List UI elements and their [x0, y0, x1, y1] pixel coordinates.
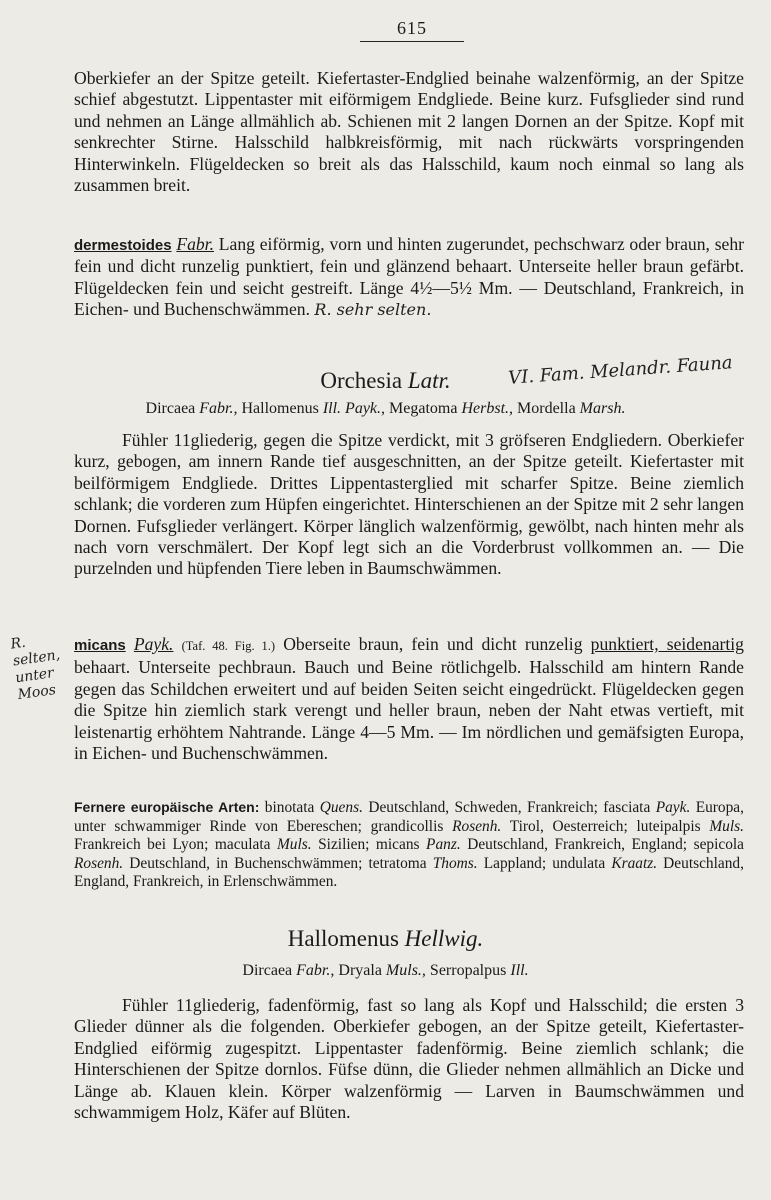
- page-number: 615: [360, 18, 464, 42]
- further-species-list: [74, 798, 744, 892]
- further-species-lead: Fernere europäische Arten:: [74, 799, 260, 815]
- synonym-name: Mordella: [517, 400, 576, 417]
- species-micans: [74, 634, 744, 764]
- synonym-author: Fabr.,: [296, 962, 335, 979]
- species-name: micans: [74, 637, 126, 654]
- synonym-author: Payk.,: [345, 400, 386, 417]
- list-text: Deutschland, Schweden, Frankreich; fasciata: [368, 799, 651, 816]
- synonym-name: Serropalpus: [429, 962, 507, 979]
- list-text: Deutschland, England, Frankreich, in Erlenschwämmen.: [74, 854, 744, 891]
- handwritten-note: R. sehr selten.: [314, 300, 432, 320]
- list-text: Frankreich bei Lyon; maculata: [74, 836, 271, 854]
- synonym-author: Ill.: [510, 962, 529, 979]
- list-author: Muls.: [709, 817, 744, 835]
- hallomenus-description: Fühler 11gliederig, fadenförmig, fast so lang als Kopf und Halsschild; die ersten 3 Glieder dünner als die folgenden. Oberkiefer gebogen, an der Spitze geteilt, Kiefertaster-Endglied eiförmig zugespitzt. Lippentaster fadenförmig. Beine ziemlich schlank; die Hinterschienen der Spitze dornlos. Füfse dünn, die Glieder nehmen allmählich an Dicke und Länge ab. Klauen klein. Körper walzenförmig — Larven in Baumschwämmen und schwammigem Holz, Käfer auf Blüten.: [74, 995, 744, 1123]
- list-text: Lappland; undulata: [483, 854, 606, 872]
- genus-name: Hallomenus: [287, 926, 399, 951]
- paragraph-genus-continuation: Oberkiefer an der Spitze geteilt. Kiefertaster-Endglied beinahe walzenförmig, an der Spitze schief abgestutzt. Lippentaster mit eiförmigem Endgliede. Beine kurz. Fufsglieder sind rund und nehmen an Länge allmählich ab. Schienen mit 2 langen Dornen an der Spitze. Kopf mit senkrechter Stirne. Halsschild halbkreisförmig, mit nach rückwärts vorspringenden Hinterwinkeln. Flügeldecken so breit als das Halsschild, kaum noch einmal so lang als zusammen breit.: [74, 68, 744, 196]
- handwritten-family-note: VI. Fam. Melandr. Fauna: [507, 352, 734, 389]
- list-author: Rosenh.: [452, 817, 502, 835]
- list-text: Tirol, Oesterreich; luteipalpis: [509, 817, 701, 835]
- synonym-author: Ill.: [322, 400, 342, 417]
- synonym-author: Muls.,: [385, 962, 426, 979]
- orchesia-description: Fühler 11gliederig, gegen die Spitze verdickt, mit 3 gröfseren Endgliedern. Oberkiefer kurz, gebogen, am innern Rande tief ausgeschnitten, an der Spitze geteilt. Kiefertaster mit beilförmigem Endgliede. Drittes Lippentasterglied mit scharfer Spitze. Beine ziemlich schlank; die vorderen zum Hüpfen eingerichtet. Hinterschienen an der Spitze mit 2 sehr langen Dornen. Fufsglieder verlängert. Körper länglich walzenförmig, gewölbt, nach hinten mehr als nach vorn verschmälert. Der Kopf legt sich an die Vorderbrust vollkommen an. — Die purzelnden und hüpfenden Tiere leben in Baumschwämmen.: [74, 430, 744, 579]
- list-text: Europa, unter schwammiger Rinde von Ebereschen; grandicollis: [74, 799, 744, 835]
- species-description-a: Oberseite braun, fein und dicht runzelig: [283, 634, 583, 654]
- synonym-author: Marsh.: [579, 400, 626, 417]
- synonym-name: Dircaea: [242, 962, 293, 979]
- species-dermestoides: [74, 234, 744, 321]
- synonym-name: Dryala: [338, 962, 382, 979]
- genus-heading-hallomenus: [0, 926, 771, 952]
- species-description: Lang eiförmig, vorn und hinten zugerundet, pechschwarz oder braun, sehr fein und dicht runzelig punktiert, fein und glänzend behaart. Unterseite heller braun gefärbt. Flügeldecken fein und seicht gestreift. Länge 4½—5½ Mm. — Deutschland, Frankreich, in Eichen- und Buchenschwämmen.: [74, 234, 745, 320]
- list-author: Thoms.: [432, 854, 478, 872]
- list-author: Panz.: [426, 836, 461, 854]
- list-author: Payk.: [655, 799, 691, 816]
- orchesia-synonyms: [0, 400, 771, 418]
- species-author: Fabr.: [176, 234, 214, 254]
- list-author: Kraatz.: [611, 854, 658, 872]
- genus-author: Latr.: [407, 368, 451, 393]
- genus-author: Hellwig.: [404, 926, 484, 951]
- synonym-name: Megatoma: [389, 400, 458, 417]
- list-author: Rosenh.: [74, 854, 124, 872]
- genus-name: Orchesia: [320, 368, 403, 393]
- list-text: Deutschland, Frankreich, England; sepicola: [467, 836, 745, 854]
- species-description-underlined: punktiert, seidenartig: [590, 634, 744, 654]
- list-text: Sizilien; micans: [318, 836, 420, 854]
- species-description-c: behaart. Unterseite pechbraun. Bauch und Beine rötlichgelb. Halsschild am hintern Rande gegen das Schildchen erweitert und auf beiden Seiten seicht eingedrückt. Flügeldecken gegen die Spitze hin ziemlich stark verengt und heller braun, neben der Naht etwas vertieft, mit leistenartig erhöhtem Nahtrande. Länge 4—5 Mm. — Im nördlichen und gemäfsigten Europa, in Eichen- und Buchenschwämmen.: [74, 657, 744, 764]
- handwritten-margin-note: R. selten, unter Moos: [9, 634, 62, 704]
- plate-reference: (Taf. 48. Fig. 1.): [181, 639, 276, 653]
- synonym-name: Hallomenus: [241, 400, 319, 417]
- species-name: dermestoides: [74, 237, 172, 254]
- list-text: binotata: [264, 799, 315, 816]
- list-author: Muls.: [276, 836, 312, 854]
- synonym-author: Herbst.,: [461, 400, 514, 417]
- list-author: Quens.: [319, 799, 363, 816]
- synonym-author: Fabr.,: [199, 400, 238, 417]
- hallomenus-synonyms: [0, 962, 771, 980]
- list-text: Deutschland, in Buchenschwämmen; tetratoma: [129, 854, 427, 872]
- synonym-name: Dircaea: [145, 400, 196, 417]
- species-author: Payk.: [133, 634, 174, 654]
